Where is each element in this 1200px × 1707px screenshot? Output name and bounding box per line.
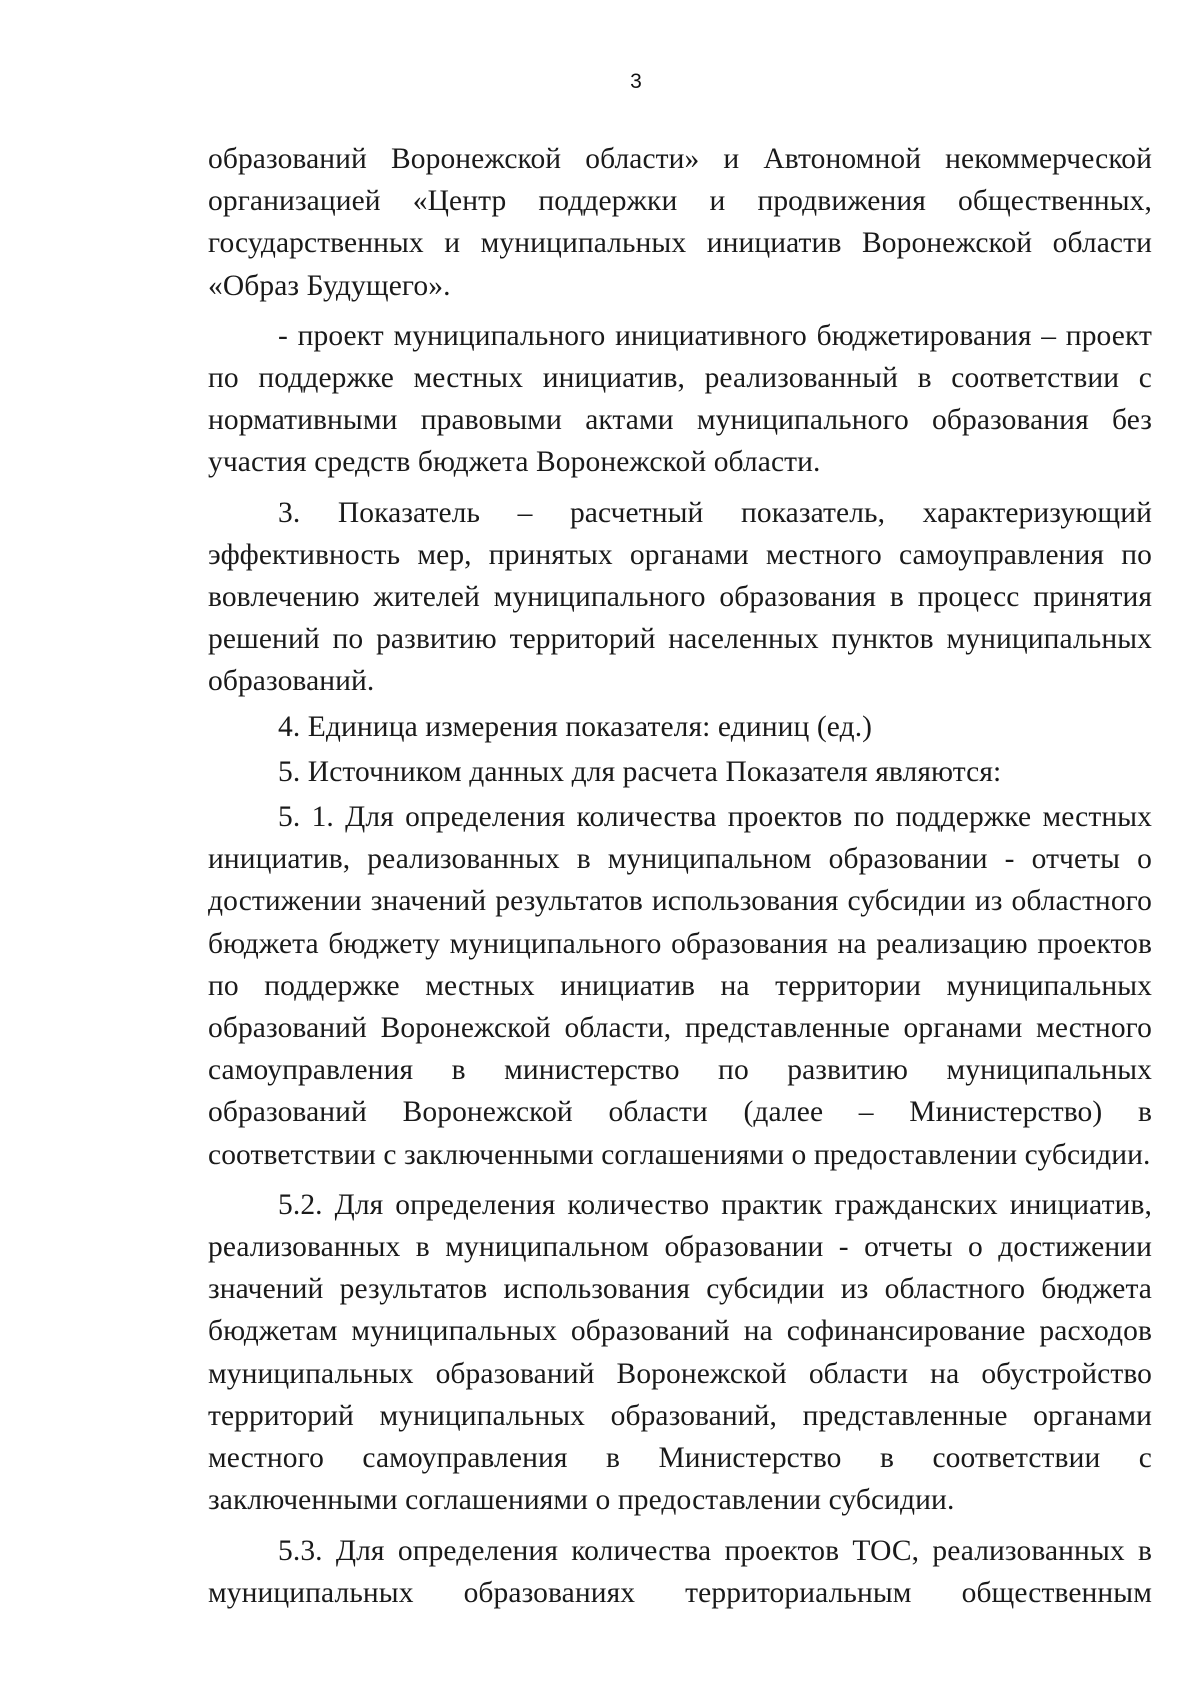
paragraph-5-1: 5. 1. Для определения количества проектов по поддержке местных инициатив, реализованных в муниципальном образовании - отчеты о достижении значений результатов использования субсидии из областного бюджета бюджету муниципального образования на реализацию проектов по поддержке местных инициатив на территории муниципальных образований Воронежской области, представленные органами местного самоуправления в министерство по развитию муниципальных образований Воронежской области (далее – Министерство) в соответствии с заключенными соглашениями о предоставлении субсидии. (208, 801, 1152, 1171)
paragraph-continuation: образований Воронежской области» и Автономной некоммерческой организацией «Центр поддержки и продвижения общественных, государственных и муниципальных инициатив Воронежской области «Образ Будущего». (208, 143, 1152, 302)
paragraph-4-unit: 4. Единица измерения показателя: единиц (ед.) (278, 710, 873, 743)
page-number: 3 (630, 70, 642, 93)
paragraph-3-indicator: 3. Показатель – расчетный показатель, характеризующий эффективность мер, принятых органами местного самоуправления по вовлечению жителей муниципального образования в процесс принятия решений по развитию территорий населенных пунктов муниципальных образований. (208, 496, 1152, 698)
paragraph-5-sources: 5. Источником данных для расчета Показателя являются: (278, 755, 1002, 788)
paragraph-5-3: 5.3. Для определения количества проектов ТОС, реализованных в муниципальных образованиях территориальным общественным (208, 1534, 1152, 1609)
paragraph-5-2: 5.2. Для определения количество практик гражданских инициатив, реализованных в муниципальном образовании - отчеты о достижении значений результатов использования субсидии из областного бюджета бюджетам муниципальных образований на софинансирование расходов муниципальных образований Воронежской области на обустройство территорий муниципальных образований, представленные органами местного самоуправления в Министерство в соответствии с заключенными соглашениями о предоставлении субсидии. (208, 1188, 1152, 1517)
document-body (208, 138, 1152, 1614)
paragraph-definition-budgeting: - проект муниципального инициативного бюджетирования – проект по поддержке местных инициатив, реализованный в соответствии с нормативными правовыми актами муниципального образования без участия средств бюджета Воронежской области. (208, 319, 1152, 479)
